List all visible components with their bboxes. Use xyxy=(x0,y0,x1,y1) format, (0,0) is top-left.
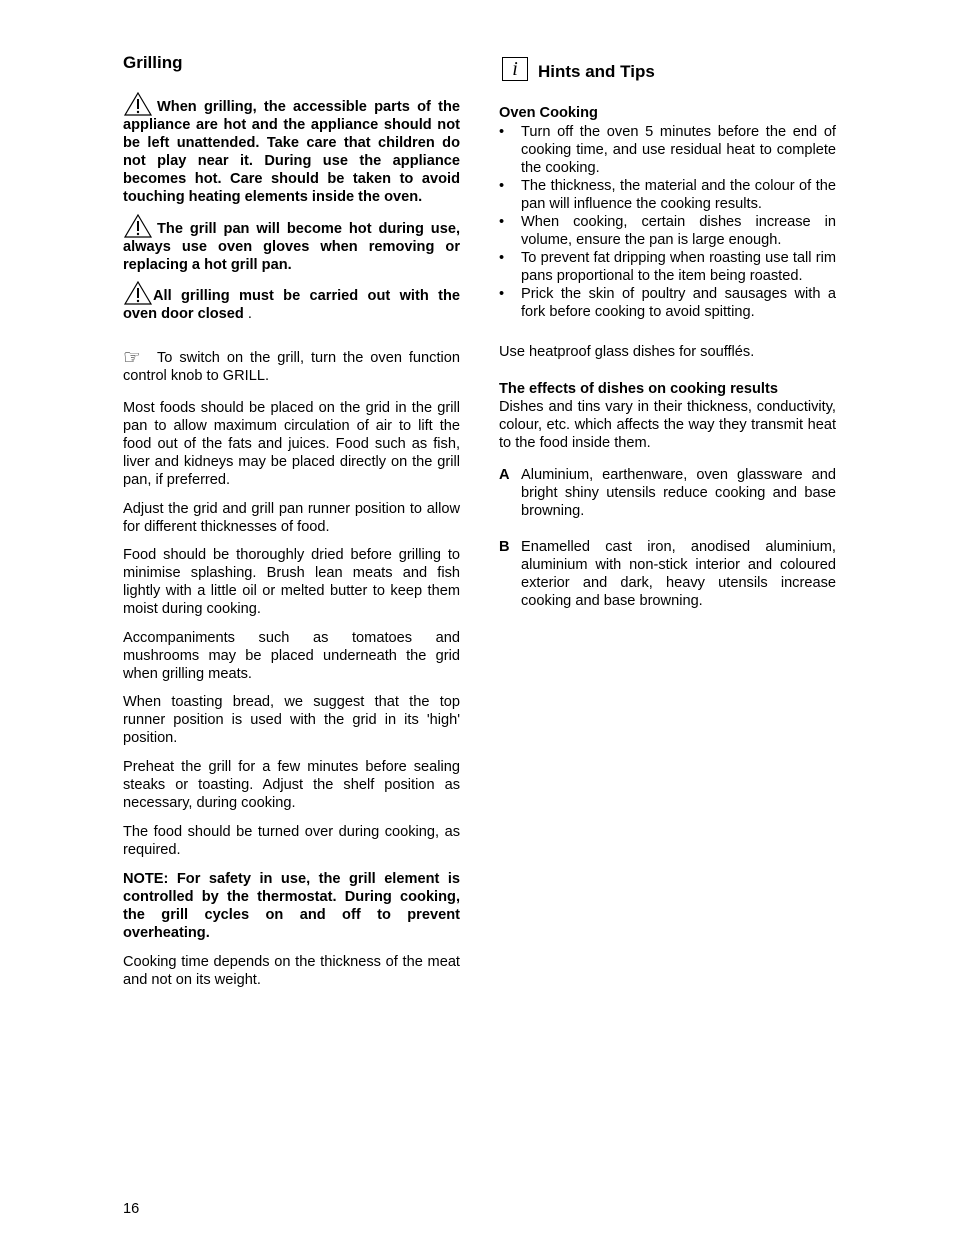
warning-paragraph-1: When grilling, the accessible parts of the appliance are hot and the appliance should not be left unattended. Take care that children do not play near it. During use the appliance becomes hot. Care should be taken to avoid touching heating elements inside the oven. xyxy=(123,92,460,206)
grilling-paragraph: When toasting bread, we suggest that the top runner position is used with the grid in its 'high' position. xyxy=(123,694,460,746)
grilling-paragraph: Most foods should be placed on the grid in the grill pan to allow maximum circulation of air to lift the food out of the fats and juices. Food such as fish, liver and kidneys may be placed directly on the grill pan, if preferred. xyxy=(123,400,460,488)
cooking-time-paragraph: Cooking time depends on the thickness of the meat and not on its weight. xyxy=(123,954,460,988)
warning-triangle-icon xyxy=(123,281,153,305)
effects-paragraph: Dishes and tins vary in their thickness, conductivity, colour, etc. which affects the way they transmit heat to the food inside them. xyxy=(499,399,836,451)
warning-triangle-icon xyxy=(123,214,153,238)
tip-paragraph: ☞ To switch on the grill, turn the oven function control knob to GRILL. xyxy=(123,347,460,384)
warning-triangle-icon xyxy=(123,92,153,116)
section-title-grilling: Grilling xyxy=(123,53,183,72)
souffle-note: Use heatproof glass dishes for soufflés. xyxy=(499,344,755,360)
info-icon: i xyxy=(502,57,528,81)
list-item: • The thickness, the material and the colour of the pan will influence the cooking results. xyxy=(499,177,836,213)
page-number: 16 xyxy=(123,1201,140,1217)
effects-heading: The effects of dishes on cooking results xyxy=(499,381,778,397)
list-item: • When cooking, certain dishes increase in volume, ensure the pan is large enough. xyxy=(499,213,836,249)
list-item: • Prick the skin of poultry and sausages with a fork before cooking to avoid spitting. xyxy=(499,285,836,321)
grilling-paragraph: The food should be turned over during cooking, as required. xyxy=(123,824,460,858)
item-a-text: Aluminium, earthenware, oven glassware and bright shiny utensils reduce cooking and base browning. xyxy=(521,467,836,519)
grilling-paragraph: Preheat the grill for a few minutes before sealing steaks or toasting. Adjust the shelf position as necessary, during cooking. xyxy=(123,759,460,811)
section-title-hints: Hints and Tips xyxy=(538,62,655,81)
oven-cooking-list xyxy=(499,123,836,321)
item-b xyxy=(499,538,836,610)
list-item: • To prevent fat dripping when roasting use tall rim pans proportional to the item being roasted. xyxy=(499,249,836,285)
warning-paragraph-2: The grill pan will become hot during use, always use oven gloves when removing or replacing a hot grill pan. xyxy=(123,214,460,274)
item-a-letter: A xyxy=(499,467,510,483)
item-b-letter: B xyxy=(499,539,510,555)
safety-note: NOTE: For safety in use, the grill element is controlled by the thermostat. During cooking, the grill cycles on and off to prevent overheating. xyxy=(123,871,460,941)
item-b-text: Enamelled cast iron, anodised aluminium, aluminium with non-stick interior and coloured exterior and dark, heavy utensils increase cooking and base browning. xyxy=(521,539,836,609)
grilling-paragraph: Food should be thoroughly dried before grilling to minimise splashing. Brush lean meats and fish lightly with a little oil or melted butter to keep them moist during cooking. xyxy=(123,547,460,617)
list-item: • Turn off the oven 5 minutes before the end of cooking time, and use residual heat to complete the cooking. xyxy=(499,123,836,177)
warning-paragraph-3: All grilling must be carried out with the oven door closed . xyxy=(123,281,460,323)
grilling-paragraph: Adjust the grid and grill pan runner position to allow for different thicknesses of food. xyxy=(123,501,460,535)
hints-header xyxy=(502,57,655,81)
item-a xyxy=(499,466,836,520)
grilling-paragraph: Accompaniments such as tomatoes and mushrooms may be placed underneath the grid when grilling meats. xyxy=(123,630,460,682)
oven-cooking-heading: Oven Cooking xyxy=(499,105,598,121)
pointing-hand-icon: ☞ xyxy=(123,347,141,369)
